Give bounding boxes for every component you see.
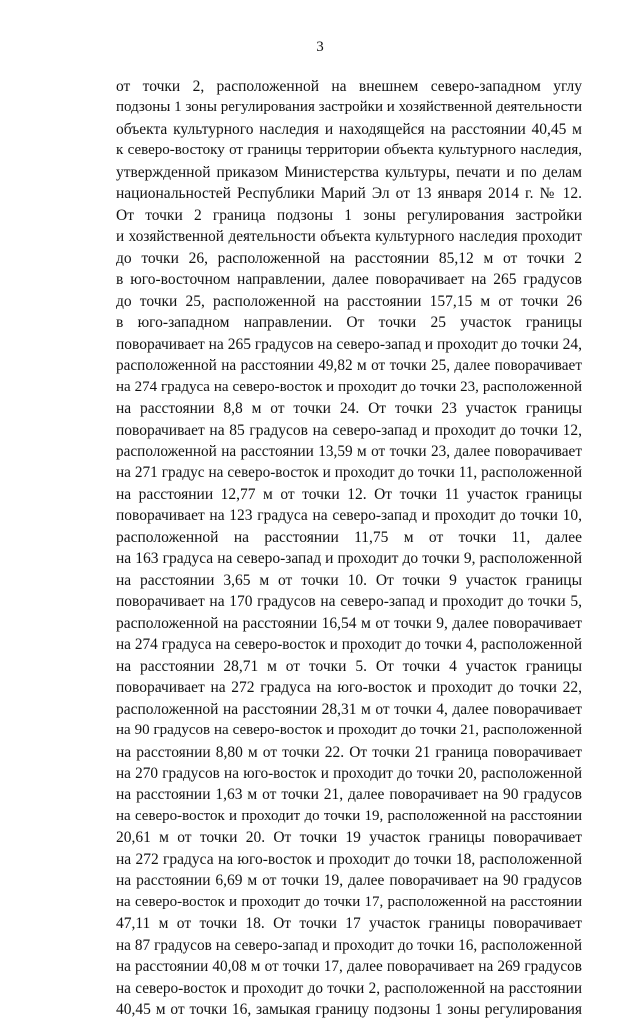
text-line: поворачивает на 170 градусов на северо-запад и проходит до точки 5, [116,593,582,611]
text-line: поворачивает на 85 градусов на северо-запад и проходит до точки 12, [116,421,582,439]
text-line: расположенной на расстоянии 13,59 м от точки 23, далее поворачивает [116,442,582,460]
document-body [116,76,582,1021]
text-line: на 87 градусов на северо-запад и проходит до точки 16, расположенной [116,936,582,954]
text-line: подзоны 1 зоны регулирования застройки и хозяйственной деятельности [116,99,582,116]
text-line: на 272 градуса на юго-восток и проходит до точки 18, расположенной [116,850,582,868]
text-line: на расстоянии 6,69 м от точки 19, далее поворачивает на 90 градусов [116,872,582,890]
text-line: национальностей Республики Марий Эл от 13 января 2014 г. № 12. [116,185,582,203]
text-line: на северо-восток и проходит до точки 2, расположенной на расстоянии [116,979,582,997]
text-line: на 274 градуса на северо-восток и проходит до точки 4, расположенной [116,636,582,654]
text-line: на 270 градусов на юго-восток и проходит до точки 20, расположенной [116,765,582,782]
text-line: поворачивает на 272 градуса на юго-восток и проходит до точки 22, [116,679,582,697]
text-line: на северо-восток и проходит до точки 17, расположенной на расстоянии [116,893,582,910]
text-line: на расстоянии 3,65 м от точки 10. От точки 9 участок границы [116,571,582,589]
text-line: утвержденной приказом Министерства культуры, печати и по делам [116,163,582,181]
page-number: 3 [316,39,324,55]
text-line: на расстоянии 40,08 м от точки 17, далее поворачивает на 269 градусов [116,958,582,976]
text-line: От точки 2 граница подзоны 1 зоны регулирования застройки [116,206,582,224]
text-line: и хозяйственной деятельности объекта культурного наследия проходит [116,228,582,246]
text-line: расположенной на расстоянии 28,31 м от точки 4, далее поворачивает [116,700,582,718]
text-line: объекта культурного наследия и находящейся на расстоянии 40,45 м [116,120,582,138]
text-line: на расстоянии 8,80 м от точки 22. От точки 21 граница поворачивает [116,743,582,761]
text-line: на северо-восток и проходит до точки 19, расположенной на расстоянии [116,807,582,824]
text-line: расположенной на расстоянии 49,82 м от точки 25, далее поворачивает [116,357,582,375]
text-line: расположенной на расстоянии 11,75 м от точки 11, далее [116,528,582,546]
text-line: на 163 градуса на северо-запад и проходит до точки 9, расположенной [116,550,582,568]
text-line: на 274 градуса на северо-восток и проходит до точки 23, расположенной [116,378,582,395]
text-line: от точки 2, расположенной на внешнем северо-западном углу [116,78,582,95]
text-line: к северо-востоку от границы территории объекта культурного наследия, [116,142,582,159]
text-line: 47,11 м от точки 18. От точки 17 участок границы поворачивает [116,915,582,933]
text-line: на 271 градус на северо-восток и проходит до точки 11, расположенной [116,464,582,482]
text-line: поворачивает на 123 градуса на северо-запад и проходит до точки 10, [116,507,582,525]
text-line: на расстоянии 8,8 м от точки 24. От точки 23 участок границы [116,400,582,418]
text-line: поворачивает на 265 градусов на северо-запад и проходит до точки 24, [116,335,582,353]
text-line: 20,61 м от точки 20. От точки 19 участок границы поворачивает [116,829,582,847]
text-line: на 90 градусов на северо-восток и проходит до точки 21, расположенной [116,722,582,739]
text-line: до точки 25, расположенной на расстоянии 157,15 м от точки 26 [116,292,582,310]
text-line: на расстоянии 28,71 м от точки 5. От точки 4 участок границы [116,657,582,675]
text-line: в юго-западном направлении. От точки 25 участок границы [116,314,582,332]
text-line: в юго-восточном направлении, далее поворачивает на 265 градусов [116,271,582,289]
text-line: расположенной на расстоянии 16,54 м от точки 9, далее поворачивает [116,614,582,632]
text-line: 40,45 м от точки 16, замыкая границу подзоны 1 зоны регулирования [116,1001,582,1019]
text-line: до точки 26, расположенной на расстоянии 85,12 м от точки 2 [116,249,582,267]
text-line: на расстоянии 1,63 м от точки 21, далее поворачивает на 90 градусов [116,786,582,804]
text-line: на расстоянии 12,77 м от точки 12. От точки 11 участок границы [116,485,582,503]
